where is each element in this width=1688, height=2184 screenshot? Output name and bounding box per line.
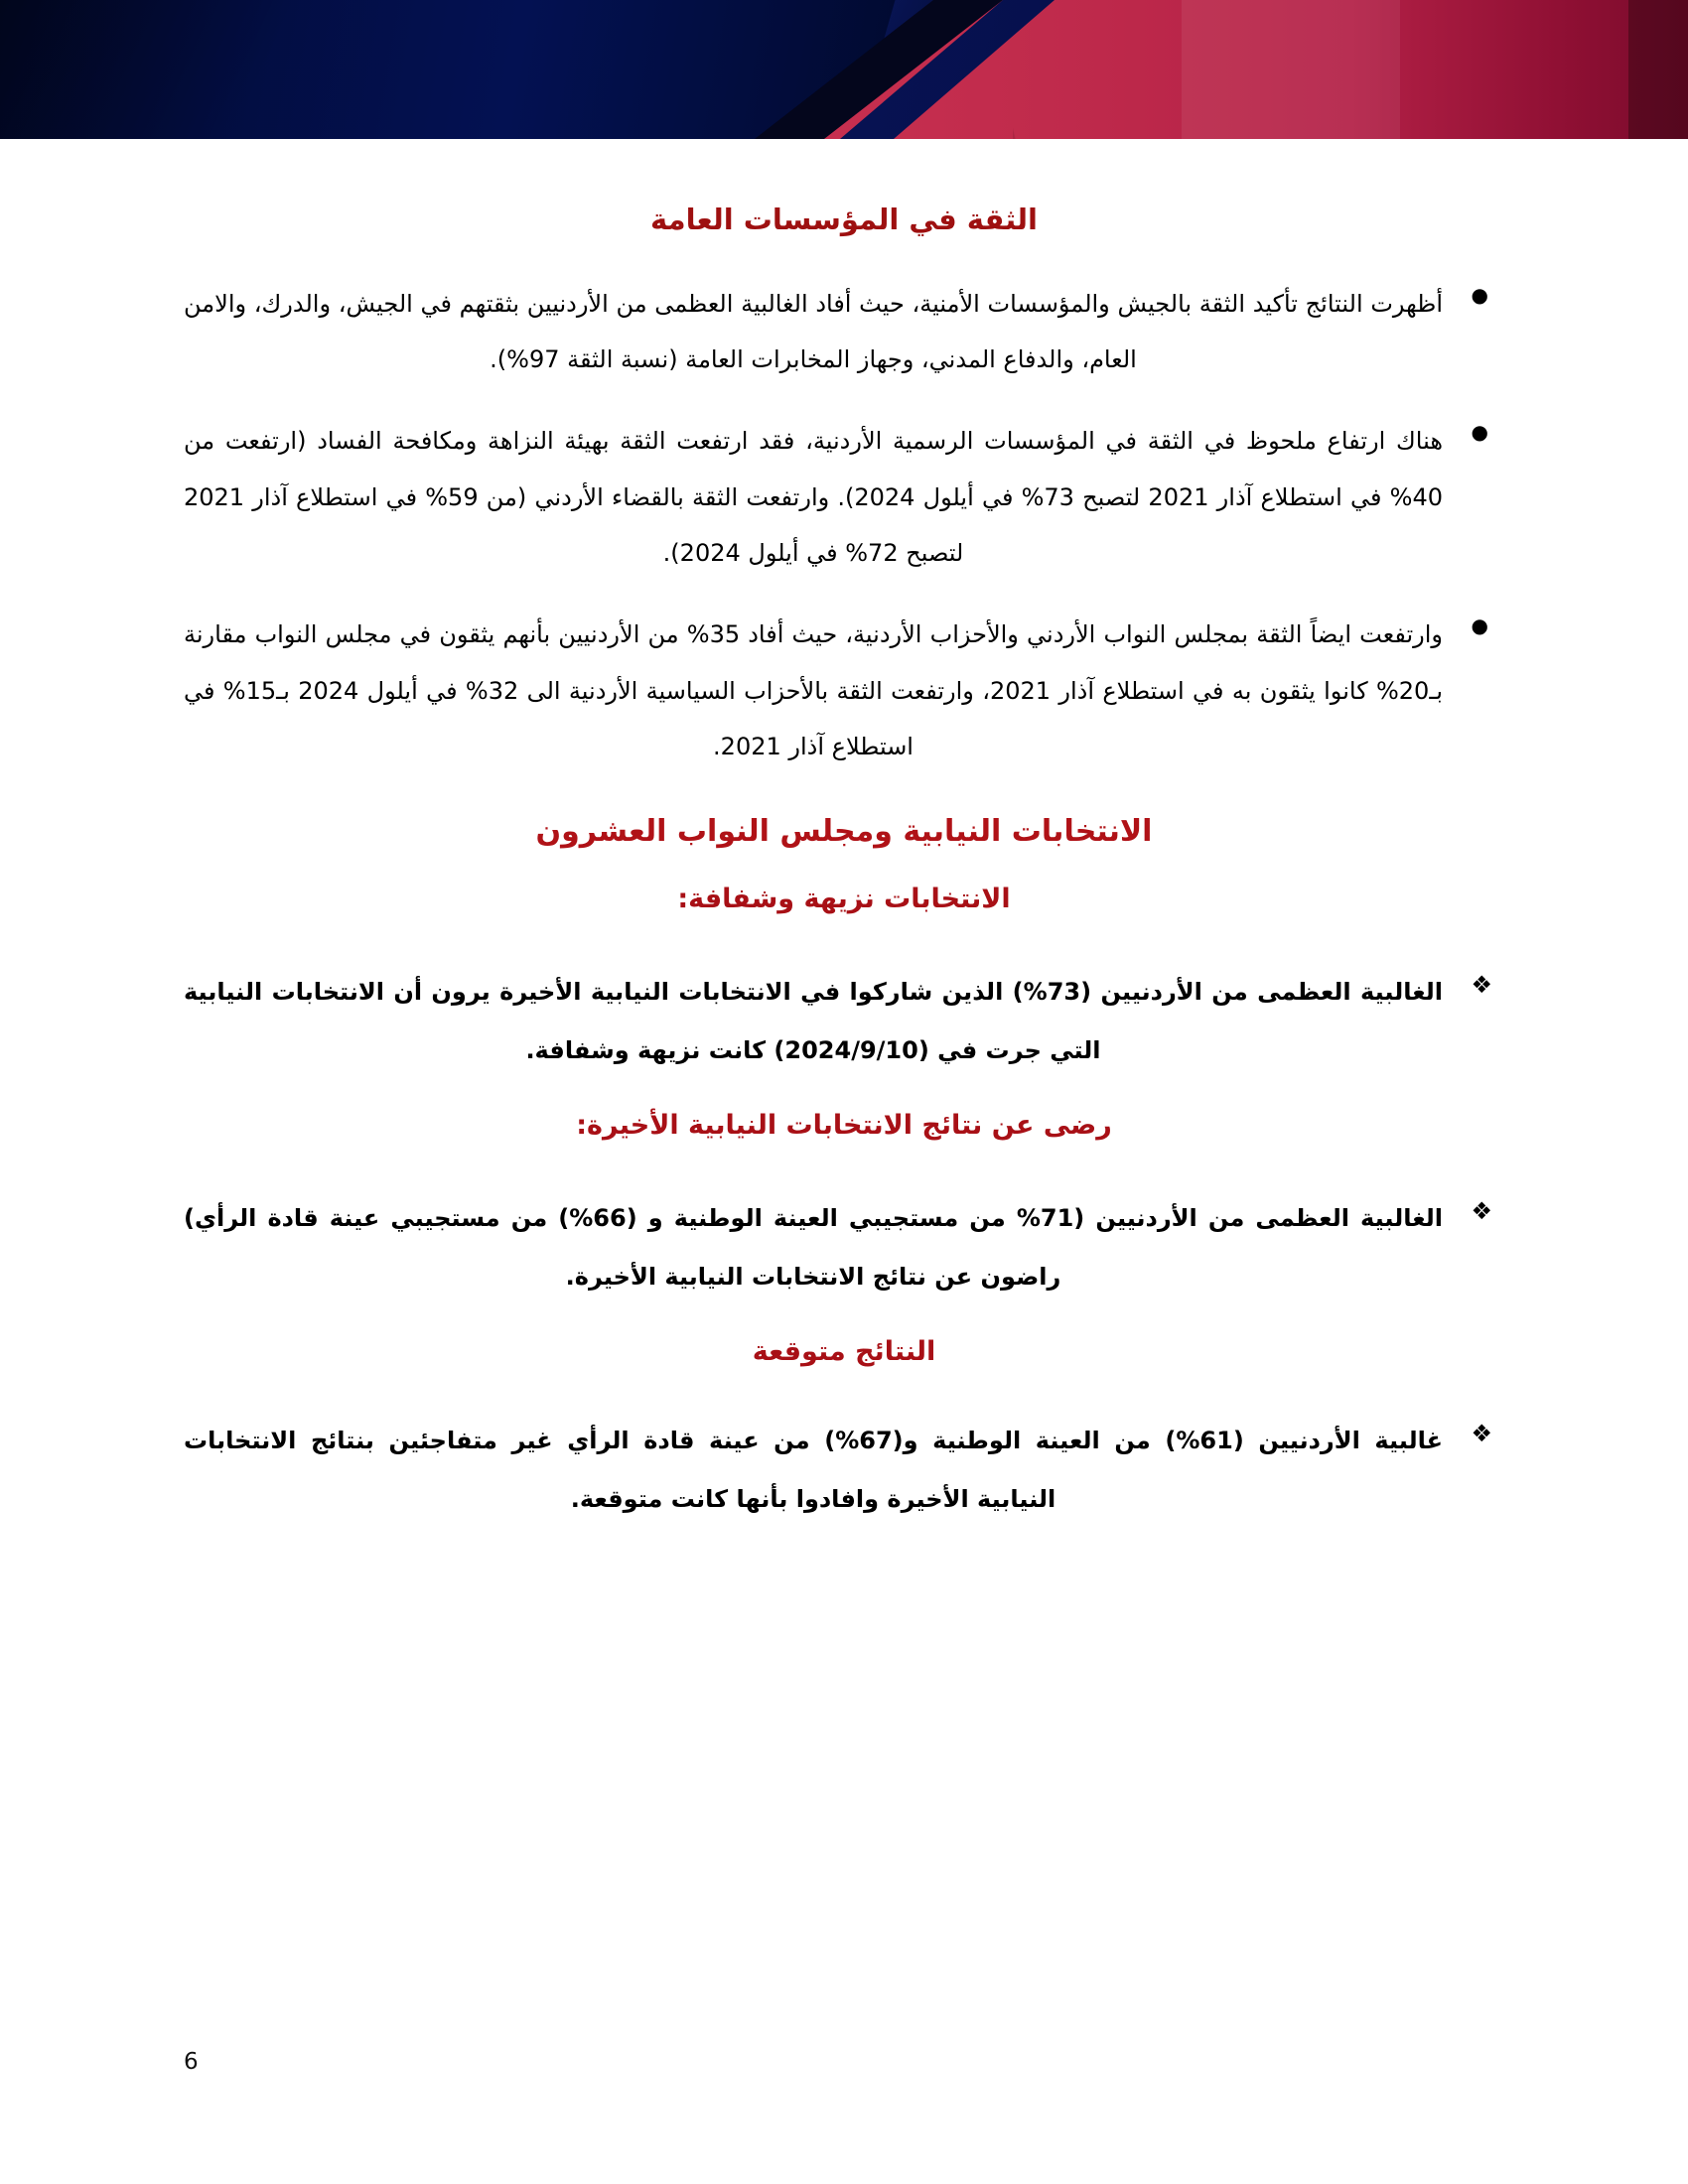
header-banner: [0, 0, 1688, 139]
expected-results-bullet-list: [184, 1412, 1504, 1529]
bullet-text: ● أظهرت النتائج تأكيد الثقة بالجيش والمؤسسات الأمنية، حيث أفاد الغالبية العظمى من الأردنيين بثقتهم في الجيش، والدرك، والامن العام، والدفاع المدني، وجهاز المخابرات العامة (نسبة الثقة 97%).: [184, 289, 1443, 373]
fair-elections-bullet-list: [184, 963, 1504, 1080]
bullet-text: ● وارتفعت ايضاً الثقة بمجلس النواب الأردني والأحزاب الأردنية، حيث أفاد 35% من الأردنيين بأنهم يثقون في مجلس النواب مقارنة بـ20% كانوا يثقون به في استطلاع آذار 2021، وارتفعت الثقة بالأحزاب السياسية الأردنية الى 32% في أيلول 2024 بـ15% في استطلاع آذار 2021.: [184, 620, 1444, 761]
heading-expected-results: النتائج متوقعة: [752, 1335, 936, 1367]
list-item: [184, 963, 1504, 1080]
bullet-text: ❖ الغالبية العظمى من الأردنيين (73%) الذين شاركوا في الانتخابات النيابية الأخيرة يرون أن الانتخابات النيابية التي جرت في (2024/9/10) كانت نزيهة وشفافة.: [184, 978, 1443, 1064]
banner-shadow-panel: [1628, 0, 1688, 139]
list-item: [184, 413, 1504, 581]
heading-fair-transparent-elections: الانتخابات نزيهة وشفافة:: [677, 883, 1011, 914]
bullet-text: ● هناك ارتفاع ملحوظ في الثقة في المؤسسات الرسمية الأردنية، فقد ارتفعت الثقة بهيئة النزاهة ومكافحة الفساد (ارتفعت من 40% في استطلاع آذار 2021 لتصبح 73% في أيلول 2024). وارتفعت الثقة بالقضاء الأردني (من 59% في استطلاع آذار 2021 لتصبح 72% في أيلول 2024).: [184, 427, 1444, 568]
banner-highlight-panel: [1182, 0, 1400, 139]
list-item: [184, 1189, 1504, 1306]
list-item: [184, 1412, 1504, 1529]
bullet-text: ❖ الغالبية العظمى من الأردنيين (71% من مستجيبي العينة الوطنية و (66%) من مستجيبي عينة قادة الرأي) راضون عن نتائج الانتخابات النيابية الأخيرة.: [184, 1204, 1443, 1292]
page-number: 6: [184, 2049, 199, 2075]
heading-parliamentary-elections: الانتخابات النيابية ومجلس النواب العشرون: [535, 813, 1153, 849]
list-item: [184, 276, 1504, 388]
trust-bullet-list: [184, 276, 1504, 775]
document-content: [0, 139, 1688, 1555]
heading-satisfaction-with-results: رضى عن نتائج الانتخابات النيابية الأخيرة:: [576, 1109, 1112, 1141]
list-item: [184, 607, 1504, 774]
bullet-text: ❖ غالبية الأردنيين (61%) من العينة الوطنية و(67%) من عينة قادة الرأي غير متفاجئين بنتائج الانتخابات النيابية الأخيرة وافادوا بأنها كانت متوقعة.: [184, 1427, 1443, 1514]
heading-trust-in-public-institutions: الثقة في المؤسسات العامة: [650, 203, 1038, 236]
page-footer: [0, 2049, 1688, 2075]
satisfaction-bullet-list: [184, 1189, 1504, 1306]
